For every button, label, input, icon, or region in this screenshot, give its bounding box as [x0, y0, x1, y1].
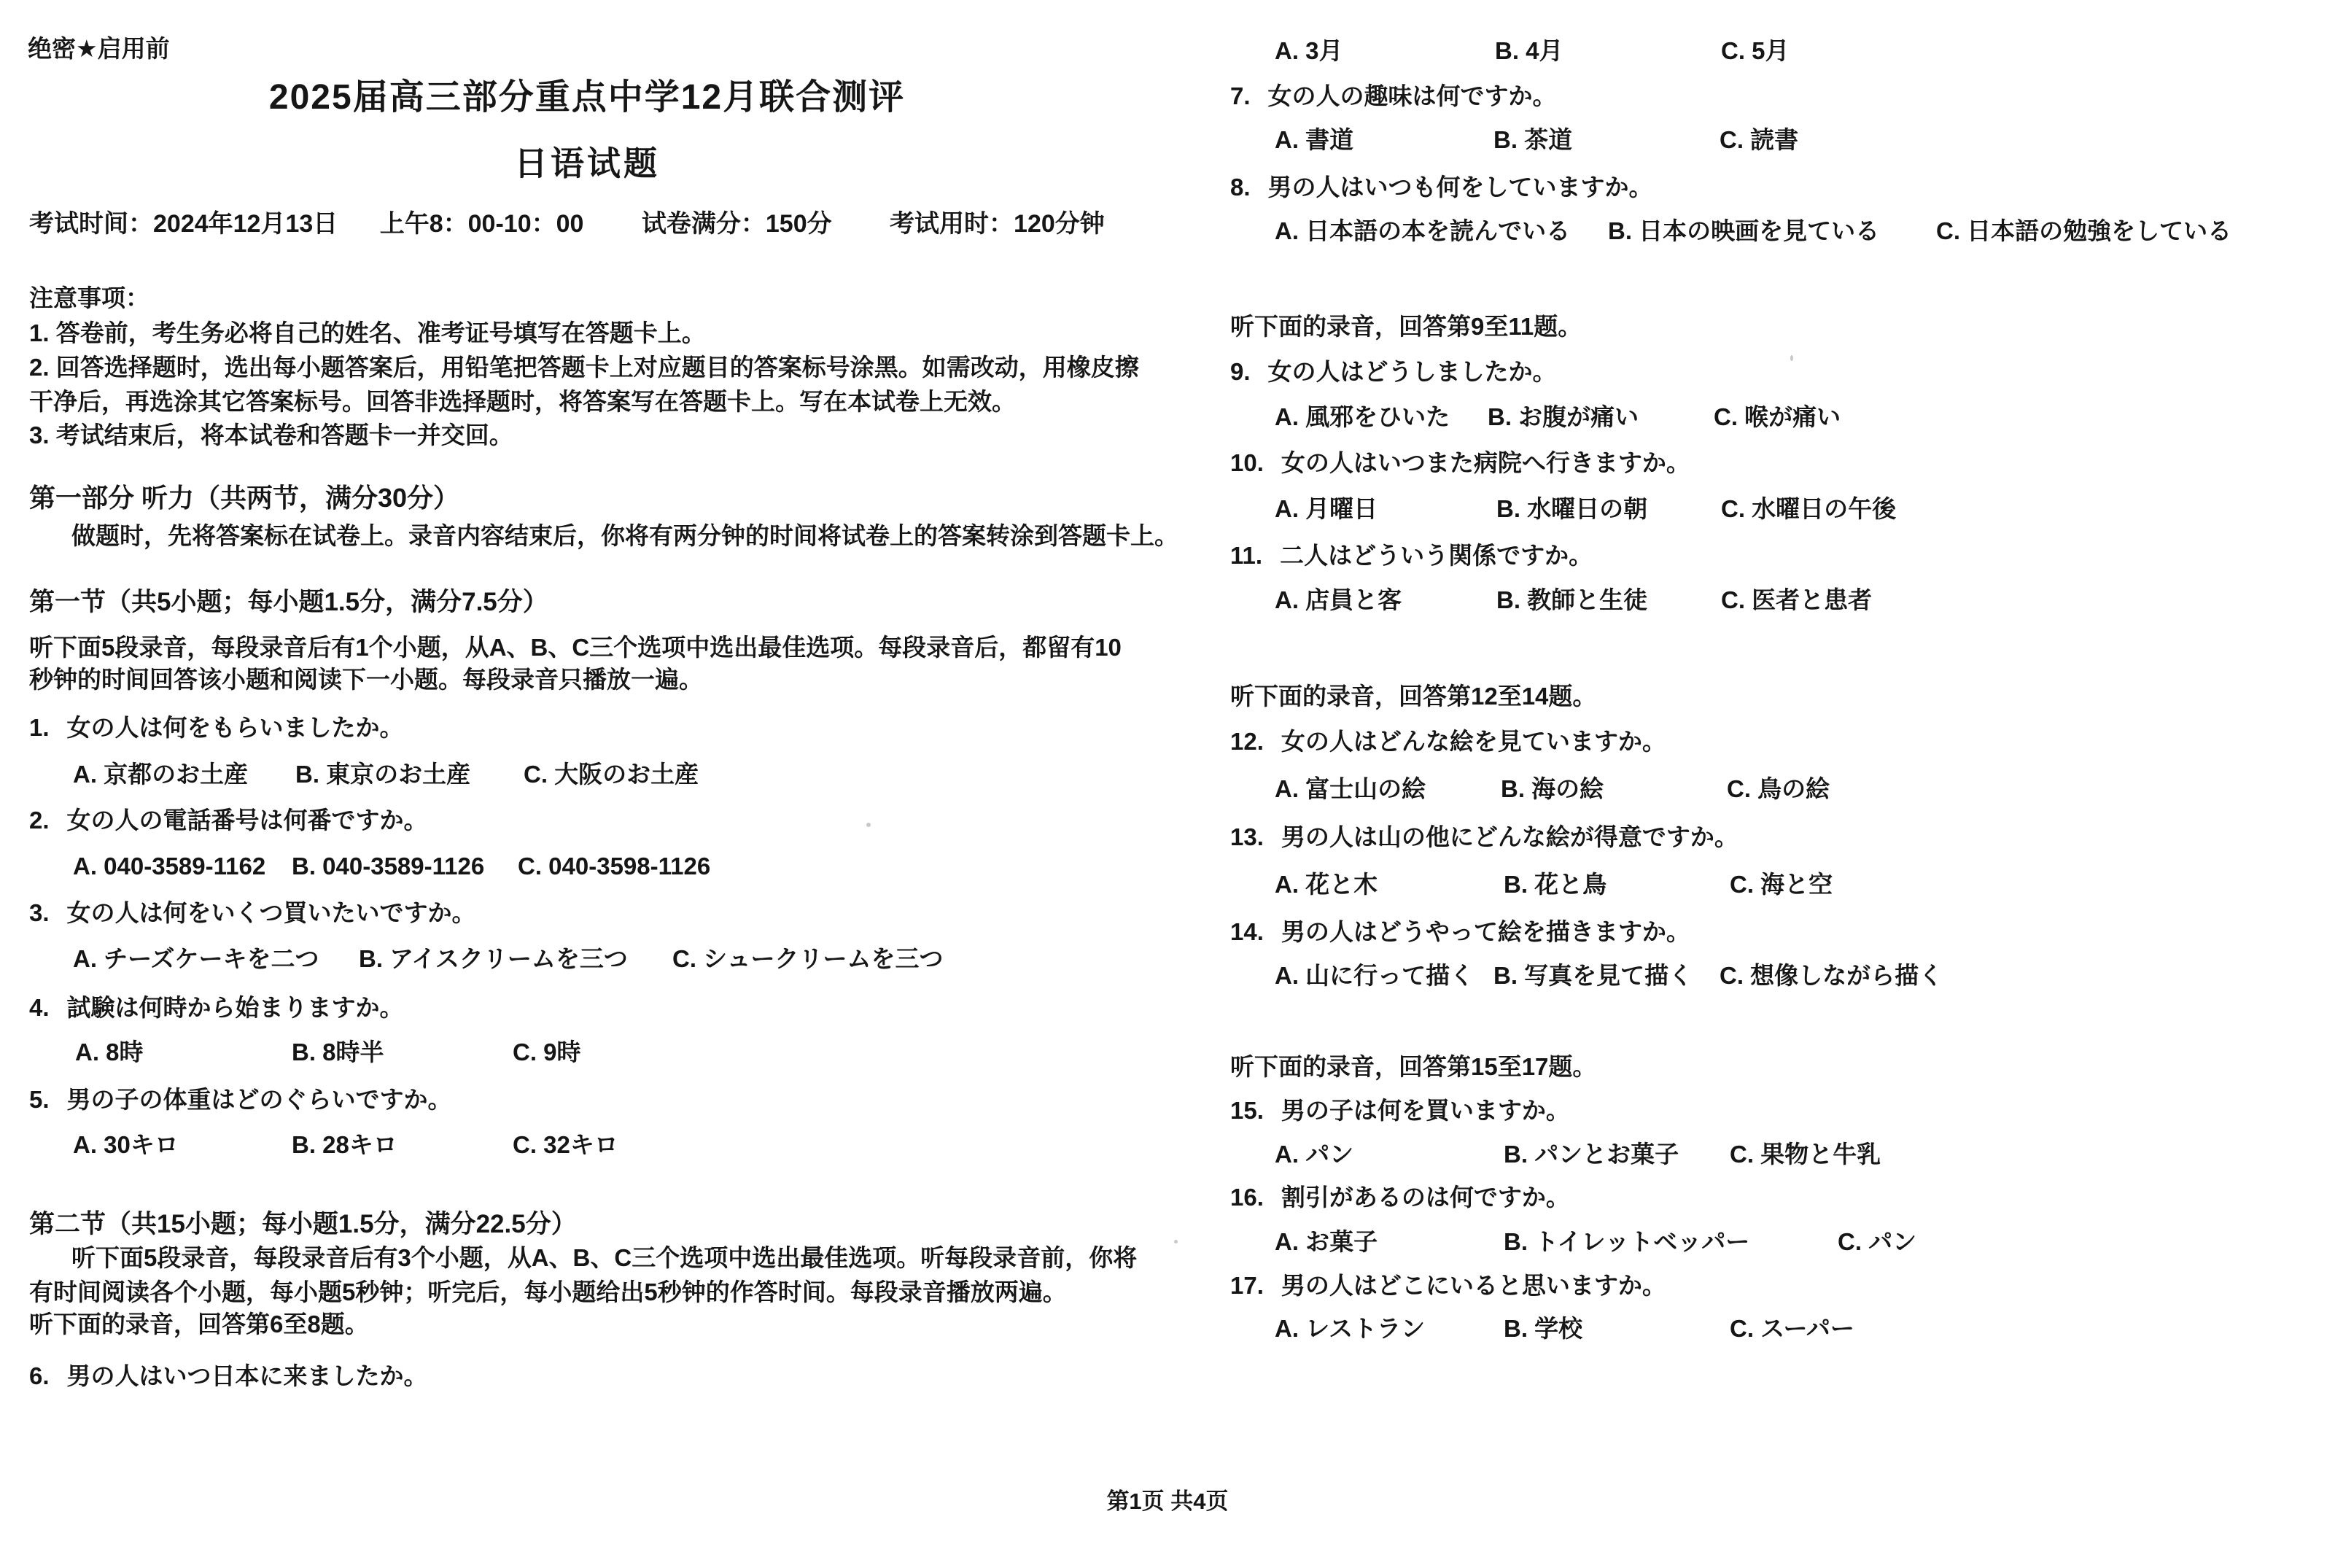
notice-item-3: 3. 考试结束后，将本试卷和答题卡一并交回。 — [29, 422, 513, 449]
question-1-text: 女の人は何をもらいましたか。 — [66, 714, 404, 741]
question-11 — [1230, 540, 1593, 570]
question-4-text: 試験は何時から始まりますか。 — [66, 994, 404, 1021]
question-4-option-a: A. 8時 — [75, 1039, 144, 1066]
question-7-number: 7. — [1230, 82, 1251, 109]
question-15-text: 男の子は何を買いますか。 — [1281, 1097, 1570, 1124]
question-7 — [1230, 81, 1557, 111]
question-11-text: 二人はどういう関係ですか。 — [1280, 542, 1593, 569]
section2-heading: 第二节（共15小题；每小题1.5分，满分22.5分） — [29, 1210, 577, 1238]
question-9 — [1230, 357, 1557, 387]
question-4 — [29, 993, 404, 1022]
notice-item-2-line-1: 2. 回答选择题时，选出每小题答案后，用铅笔把答题卡上对应题目的答案标号涂黑。如需改动，用橡皮擦 — [29, 354, 1139, 381]
question-15-number: 15. — [1230, 1097, 1264, 1124]
question-15-option-c: C. 果物と牛乳 — [1730, 1141, 1881, 1168]
question-13-option-b: B. 花と鳥 — [1504, 871, 1607, 898]
scan-speckle — [1174, 1240, 1178, 1243]
question-5 — [29, 1084, 452, 1114]
group-header-6-8: 听下面的录音，回答第6至8题。 — [29, 1311, 369, 1338]
question-12-option-b: B. 海の絵 — [1501, 775, 1604, 802]
group-header-12-14: 听下面的录音，回答第12至14题。 — [1230, 683, 1597, 710]
question-1-option-a: A. 京都のお土産 — [73, 761, 249, 788]
question-16-text: 割引があるのは何ですか。 — [1281, 1184, 1570, 1211]
question-11-option-b: B. 教師と生徒 — [1496, 586, 1648, 613]
question-5-number: 5. — [29, 1086, 50, 1113]
notice-item-1: 1. 答卷前，考生务必将自己的姓名、准考证号填写在答题卡上。 — [29, 319, 706, 346]
question-3 — [29, 898, 476, 928]
section1-heading: 第一节（共5小题；每小题1.5分，满分7.5分） — [29, 588, 548, 616]
question-5-option-b: B. 28キロ — [292, 1131, 397, 1158]
question-16-option-a: A. お菓子 — [1275, 1228, 1378, 1255]
question-1-number: 1. — [29, 714, 50, 741]
question-13 — [1230, 822, 1738, 852]
question-14-text: 男の人はどうやって絵を描きますか。 — [1281, 918, 1690, 945]
question-3-option-c: C. シュークリームを三つ — [672, 945, 944, 972]
question-12-text: 女の人はどんな絵を見ていますか。 — [1281, 728, 1666, 755]
question-8-option-c: C. 日本語の勉強をしている — [1936, 217, 2232, 244]
question-9-option-a: A. 風邪をひいた — [1275, 403, 1450, 430]
question-2-option-c: C. 040-3598-1126 — [518, 853, 711, 880]
question-9-number: 9. — [1230, 358, 1251, 385]
question-10-option-c: C. 水曜日の午後 — [1721, 495, 1897, 522]
scan-speckle — [866, 823, 871, 827]
question-17 — [1230, 1270, 1666, 1300]
part1-heading: 第一部分 听力（共两节，满分30分） — [29, 483, 460, 513]
question-11-option-a: A. 店員と客 — [1275, 586, 1402, 613]
exam-info-line — [29, 209, 1105, 240]
page-number-footer: 第1页 共4页 — [1106, 1489, 1229, 1514]
exam-title: 2025届高三部分重点中学12月联合测评 — [268, 78, 906, 117]
question-4-number: 4. — [29, 994, 50, 1021]
question-12-number: 12. — [1230, 728, 1264, 755]
question-1-option-c: C. 大阪のお土産 — [524, 761, 699, 788]
question-2-option-b: B. 040-3589-1126 — [292, 853, 485, 880]
section2-intro-line-2: 有时间阅读各个小题，每小题5秒钟；听完后，每小题给出5秒钟的作答时间。每段录音播放两遍。 — [29, 1278, 1067, 1305]
question-12-option-c: C. 鳥の絵 — [1727, 775, 1830, 802]
question-10-option-a: A. 月曜日 — [1275, 495, 1378, 522]
question-10-option-b: B. 水曜日の朝 — [1496, 495, 1648, 522]
question-2 — [29, 805, 428, 835]
question-7-option-c: C. 読書 — [1720, 126, 1799, 153]
question-5-option-c: C. 32キロ — [513, 1131, 618, 1158]
question-14-option-b: B. 写真を見て描く — [1493, 962, 1693, 989]
question-8-text: 男の人はいつも何をしていますか。 — [1267, 174, 1653, 201]
question-4-option-b: B. 8時半 — [292, 1039, 384, 1066]
question-9-option-b: B. お腹が痛い — [1488, 403, 1639, 430]
question-6-option-b: B. 4月 — [1495, 37, 1563, 64]
question-8-option-b: B. 日本の映画を見ている — [1608, 217, 1880, 244]
question-14-number: 14. — [1230, 918, 1264, 945]
question-15-option-a: A. パン — [1275, 1141, 1354, 1168]
question-6-option-c: C. 5月 — [1721, 37, 1790, 64]
question-9-option-c: C. 喉が痛い — [1714, 403, 1841, 430]
question-8-number: 8. — [1230, 174, 1251, 201]
question-15-option-b: B. パンとお菓子 — [1504, 1141, 1679, 1168]
question-16-number: 16. — [1230, 1184, 1264, 1211]
question-17-option-c: C. スーパー — [1730, 1315, 1854, 1342]
question-10-number: 10. — [1230, 449, 1264, 476]
question-16-option-c: C. パン — [1838, 1228, 1917, 1255]
question-17-option-b: B. 学校 — [1504, 1315, 1583, 1342]
question-1-option-b: B. 東京のお土産 — [295, 761, 471, 788]
exam-info-session: 上午8：00-10：00 — [379, 210, 584, 238]
question-14 — [1230, 917, 1690, 947]
question-11-option-c: C. 医者と患者 — [1721, 586, 1873, 613]
exam-info-full-score: 试卷满分：150分 — [641, 210, 832, 238]
question-4-option-c: C. 9時 — [513, 1039, 581, 1066]
question-13-option-c: C. 海と空 — [1730, 871, 1833, 898]
question-6-option-a: A. 3月 — [1275, 37, 1343, 64]
section1-intro-line-1: 听下面5段录音，每段录音后有1个小题，从A、B、C三个选项中选出最佳选项。每段录音后，都留有10 — [29, 634, 1122, 661]
question-3-option-a: A. チーズケーキを二つ — [73, 945, 319, 972]
part1-intro: 做题时，先将答案标在试卷上。录音内容结束后，你将有两分钟的时间将试卷上的答案转涂到答题卡上。 — [71, 522, 1178, 549]
notice-item-2-line-2: 干净后，再选涂其它答案标号。回答非选择题时，将答案写在答题卡上。写在本试卷上无效。 — [29, 388, 1016, 415]
section2-intro-line-1: 听下面5段录音，每段录音后有3个小题，从A、B、C三个选项中选出最佳选项。听每段录音前，你将 — [71, 1244, 1138, 1271]
question-5-option-a: A. 30キロ — [73, 1131, 179, 1158]
question-3-option-b: B. アイスクリームを三つ — [359, 945, 628, 972]
question-11-number: 11. — [1230, 542, 1263, 569]
question-17-text: 男の人はどこにいると思いますか。 — [1281, 1272, 1666, 1299]
question-1 — [29, 713, 404, 742]
question-5-text: 男の子の体重はどのぐらいですか。 — [66, 1086, 452, 1113]
question-8 — [1230, 172, 1653, 202]
group-header-9-11: 听下面的录音，回答第9至11题。 — [1230, 313, 1582, 340]
question-15 — [1230, 1095, 1570, 1125]
question-9-text: 女の人はどうしましたか。 — [1267, 358, 1557, 385]
question-2-text: 女の人の電話番号は何番ですか。 — [66, 807, 428, 834]
question-2-option-a: A. 040-3589-1162 — [73, 853, 266, 880]
question-10-text: 女の人はいつまた病院へ行きますか。 — [1281, 449, 1690, 476]
exam-info-time: 考试时间：2024年12月13日 — [29, 210, 338, 238]
exam-subtitle: 日语试题 — [514, 144, 660, 182]
question-17-option-a: A. レストラン — [1275, 1315, 1426, 1342]
question-6-text: 男の人はいつ日本に来ましたか。 — [66, 1362, 428, 1389]
question-6 — [29, 1361, 428, 1391]
question-13-option-a: A. 花と木 — [1275, 871, 1378, 898]
group-header-15-17: 听下面的录音，回答第15至17题。 — [1230, 1053, 1597, 1080]
question-13-number: 13. — [1230, 823, 1264, 850]
classification-label: 绝密★启用前 — [28, 35, 170, 62]
question-8-option-a: A. 日本語の本を読んでいる — [1275, 217, 1571, 244]
question-3-text: 女の人は何をいくつ買いたいですか。 — [66, 899, 476, 926]
question-14-option-a: A. 山に行って描く — [1275, 962, 1475, 989]
scan-speckle — [1790, 355, 1793, 361]
question-16 — [1230, 1182, 1570, 1212]
notices-heading: 注意事项： — [29, 284, 149, 311]
question-6-number: 6. — [29, 1362, 50, 1389]
question-7-text: 女の人の趣味は何ですか。 — [1267, 82, 1557, 109]
question-10 — [1230, 448, 1690, 478]
question-14-option-c: C. 想像しながら描く — [1720, 962, 1943, 989]
question-16-option-b: B. トイレットベッパー — [1504, 1228, 1750, 1255]
question-2-number: 2. — [29, 807, 50, 834]
question-17-number: 17. — [1230, 1272, 1264, 1299]
question-12 — [1230, 726, 1666, 756]
question-12-option-a: A. 富士山の絵 — [1275, 775, 1426, 802]
question-7-option-a: A. 書道 — [1275, 126, 1354, 153]
section1-intro-line-2: 秒钟的时间回答该小题和阅读下一小题。每段录音只播放一遍。 — [29, 666, 703, 693]
question-3-number: 3. — [29, 899, 50, 926]
question-7-option-b: B. 茶道 — [1493, 126, 1573, 153]
question-13-text: 男の人は山の他にどんな絵が得意ですか。 — [1281, 823, 1738, 850]
exam-info-duration: 考试用时：120分钟 — [890, 210, 1105, 238]
